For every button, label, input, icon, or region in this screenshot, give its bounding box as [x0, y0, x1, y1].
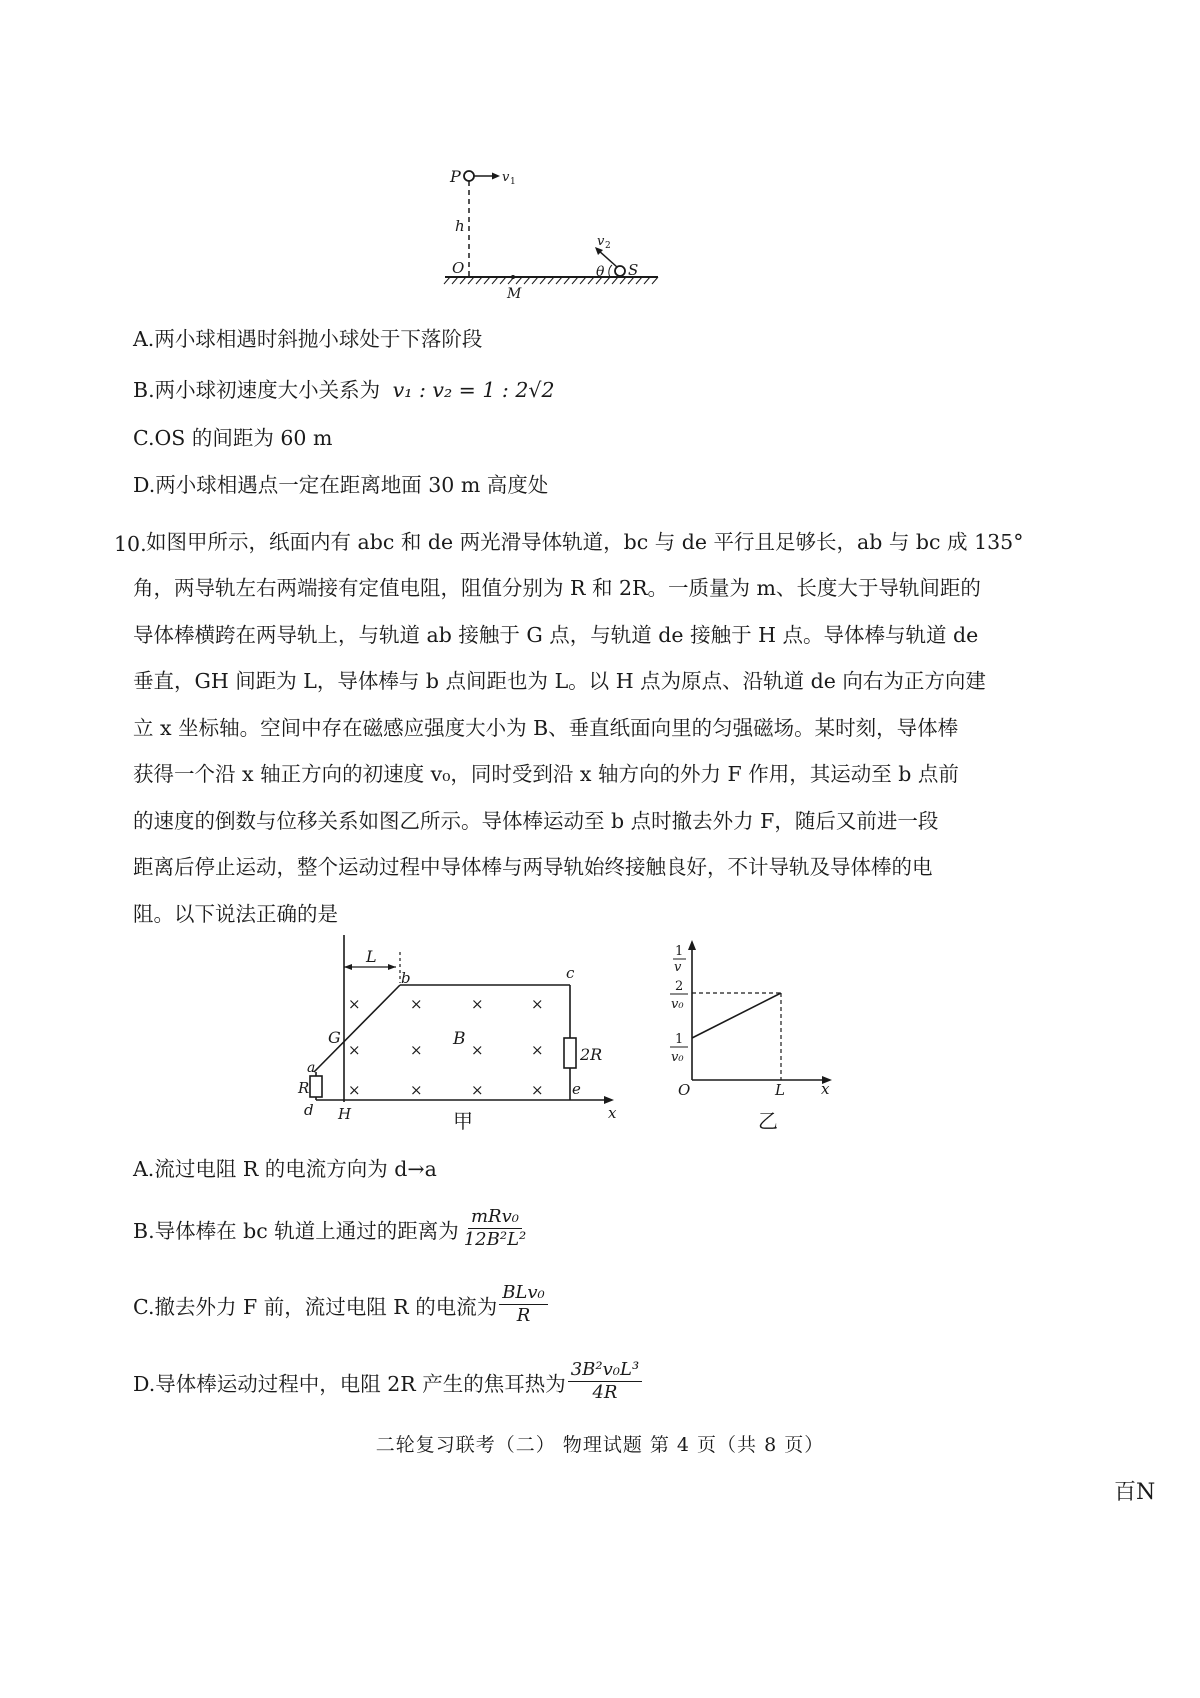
- q10-line-5: 立 x 坐标轴。空间中存在磁感应强度大小为 B、垂直纸面向里的匀强磁场。某时刻，导体棒: [133, 715, 959, 740]
- q10-option-c-text: C.撤去外力 F 前，流过电阻 R 的电流为: [133, 1294, 498, 1319]
- jia-label-b: b: [401, 969, 411, 987]
- jia-label-a: a: [307, 1060, 316, 1076]
- yi-axis-y-num: 1: [675, 944, 684, 959]
- q10-line-7: 的速度的倒数与位移关系如图乙所示。导体棒运动至 b 点时撤去外力 F，随后又前进一段: [133, 808, 939, 833]
- q10-option-b-num: mRv₀: [468, 1206, 522, 1229]
- q10-line-8: 距离后停止运动，整个运动过程中导体棒与两导轨始终接触良好，不计导轨及导体棒的电: [133, 855, 933, 879]
- q10-option-c-den: R: [516, 1305, 531, 1326]
- yi-axis-y-den: v: [674, 960, 682, 975]
- field-crosses: [348, 995, 544, 1099]
- q9-option-c: C.OS 的间距为 60 m: [133, 426, 333, 450]
- q10-line-9: 阻。以下说法正确的是: [133, 901, 338, 926]
- resistor-r: [310, 1076, 322, 1097]
- q10-line-3: 导体棒横跨在两导轨上，与轨道 ab 接触于 G 点，与轨道 de 接触于 H 点。导体棒与轨道 de: [133, 622, 979, 647]
- q10-option-c-num: BLv₀: [499, 1282, 548, 1305]
- label-m: M: [507, 286, 522, 300]
- q10-option-a: A.流过电阻 R 的电流方向为 d→a: [133, 1157, 437, 1181]
- cross-5: ×: [348, 1041, 361, 1059]
- yi-label-l: L: [775, 1081, 785, 1099]
- q10-option-d: [133, 1359, 644, 1404]
- jia-label-g: G: [328, 1028, 341, 1047]
- q10-stem-body: [133, 565, 1073, 937]
- graph-figure-yi: [660, 935, 840, 1100]
- q10-option-b-frac: [461, 1206, 530, 1251]
- q9-option-b-expr: v₁ : v₂ = 1 : 2√2: [392, 378, 555, 402]
- page-footer: 二轮复习联考（二） 物理试题 第 4 页（共 8 页）: [375, 1434, 825, 1456]
- jia-label-2r: 2R: [580, 1045, 603, 1064]
- cross-9: ×: [348, 1081, 361, 1099]
- jia-label-l: L: [366, 947, 377, 966]
- q9-option-b: [133, 373, 555, 403]
- cross-8: ×: [531, 1041, 544, 1059]
- cross-2: ×: [410, 995, 423, 1013]
- label-v1: v: [502, 170, 510, 185]
- cross-3: ×: [471, 995, 484, 1013]
- q10-line-2: 角，两导轨左右两端接有定值电阻，阻值分别为 R 和 2R。一质量为 m、长度大于导轨间距的: [133, 576, 981, 600]
- q10-stem: [146, 519, 1086, 566]
- label-theta: θ: [596, 264, 605, 280]
- caption-yi: 乙: [758, 1109, 778, 1133]
- yi-tick-2-den: v₀: [671, 997, 684, 1012]
- jia-label-h: H: [338, 1105, 352, 1123]
- resistor-2r: [564, 1038, 576, 1068]
- q10-option-d-den: 4R: [592, 1382, 618, 1403]
- cross-10: ×: [410, 1081, 423, 1099]
- q9-option-d: D.两小球相遇点一定在距离地面 30 m 高度处: [133, 473, 549, 497]
- jia-label-r: R: [298, 1079, 310, 1097]
- yi-data-line: [692, 993, 781, 1038]
- label-h: h: [455, 217, 465, 235]
- yi-label-x: x: [821, 1080, 830, 1098]
- jia-label-c: c: [566, 964, 575, 982]
- jia-label-b-field: B: [453, 1029, 466, 1049]
- label-o: O: [452, 259, 465, 277]
- cross-7: ×: [471, 1041, 484, 1059]
- q9-option-a: A.两小球相遇时斜抛小球处于下落阶段: [133, 327, 483, 351]
- q10-option-b-den: 12B²L²: [463, 1229, 527, 1250]
- q10-option-d-text: D.导体棒运动过程中，电阻 2R 产生的焦耳热为: [133, 1371, 566, 1396]
- q10-line-6: 获得一个沿 x 轴正方向的初速度 v₀，同时受到沿 x 轴方向的外力 F 作用，其运动至 b 点前: [133, 762, 959, 786]
- jia-label-e: e: [572, 1080, 581, 1098]
- label-v2-sub: 2: [605, 241, 611, 251]
- jia-label-x: x: [608, 1104, 617, 1122]
- cross-4: ×: [531, 995, 544, 1013]
- yi-label-o: O: [678, 1081, 691, 1099]
- label-v2: v: [597, 234, 605, 249]
- cross-12: ×: [531, 1081, 544, 1099]
- cross-1: ×: [348, 995, 361, 1013]
- q10-option-b: [133, 1206, 531, 1251]
- yi-tick-1-den: v₀: [671, 1050, 684, 1065]
- q10-option-d-frac: [568, 1359, 642, 1404]
- q10-option-b-text: B.导体棒在 bc 轨道上通过的距离为: [133, 1218, 459, 1243]
- q10-line-1: 如图甲所示，纸面内有 abc 和 de 两光滑导体轨道，bc 与 de 平行且足够长，ab 与 bc 成 135°: [146, 530, 1024, 554]
- yi-tick-1-num: 1: [675, 1032, 684, 1047]
- ball-p: [464, 171, 474, 181]
- label-v1-sub: 1: [510, 177, 516, 187]
- cross-11: ×: [471, 1081, 484, 1099]
- projectile-figure: [440, 165, 665, 300]
- q10-option-d-num: 3B²v₀L³: [568, 1359, 642, 1382]
- jia-label-d: d: [304, 1101, 314, 1119]
- publisher-logo: 百N: [1114, 1480, 1156, 1505]
- label-s: S: [628, 261, 639, 279]
- q10-line-4: 垂直，GH 间距为 L，导体棒与 b 点间距也为 L。以 H 点为原点、沿轨道 de 向右为正方向建: [133, 669, 986, 693]
- q10-option-c: [133, 1282, 550, 1327]
- cross-6: ×: [410, 1041, 423, 1059]
- q10-number: 10.: [114, 532, 147, 556]
- label-p: P: [450, 167, 461, 186]
- caption-jia: 甲: [453, 1109, 473, 1133]
- q9-option-b-text: B.两小球初速度大小关系为: [133, 378, 381, 402]
- point-m: [511, 275, 515, 279]
- q10-option-c-frac: [499, 1282, 548, 1327]
- yi-tick-2-num: 2: [675, 979, 684, 994]
